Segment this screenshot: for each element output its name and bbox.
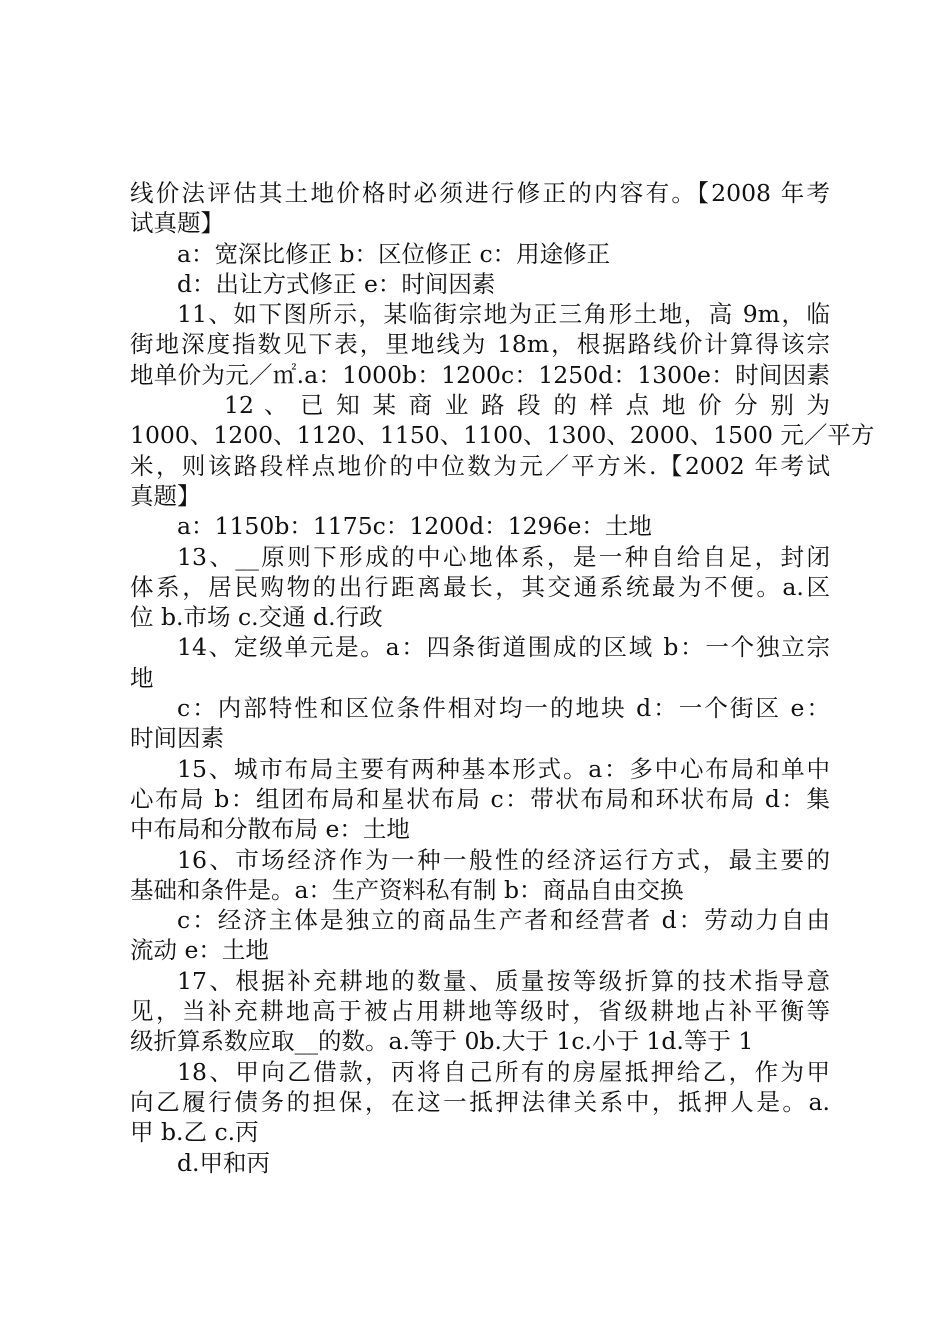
text-line: 16、市场经济作为一种一般性的经济运行方式，最主要的 <box>177 845 830 874</box>
text-line: 中布局和分散布局 e：土地 <box>130 815 410 844</box>
text-line: 时间因素 <box>130 724 224 753</box>
text-line: 18、甲向乙借款，丙将自己所有的房屋抵押给乙，作为甲 <box>177 1057 830 1086</box>
text-line: d：出让方式修正 e：时间因素 <box>177 269 496 298</box>
text-line: 12 、 已 知 某 商 业 路 段 的 样 点 地 价 分 别 为 <box>224 391 830 420</box>
text-line: 试真题】 <box>130 209 224 238</box>
text-line: 体系，居民购物的出行距离最长，其交通系统最为不便。a.区 <box>130 572 830 601</box>
text-line: 14、定级单元是。a：四条街道围成的区域 b：一个独立宗 <box>177 633 830 662</box>
text-line: 流动 e：土地 <box>130 936 269 965</box>
text-line: 基础和条件是。a：生产资料私有制 b：商品自由交换 <box>130 875 684 904</box>
text-line: 街地深度指数见下表，里地线为 18m，根据路线价计算得该宗 <box>130 330 830 359</box>
text-line: 地单价为元／㎡.a：1000b：1200c：1250d：1300e：时间因素 <box>130 360 830 389</box>
text-line: d.甲和丙 <box>177 1148 271 1177</box>
document-body <box>130 178 875 1178</box>
text-line: 米，则该路段样点地价的中位数为元／平方米.【2002 年考试 <box>130 451 830 480</box>
text-line: 1000、1200、1120、1150、1100、1300、2000、1500 元／平方 <box>130 421 875 450</box>
text-line: 13、__原则下形成的中心地体系，是一种自给自足，封闭 <box>177 542 830 571</box>
text-line: 线价法评估其土地价格时必须进行修正的内容有。【2008 年考 <box>130 179 830 207</box>
text-line: 级折算系数应取__的数。a.等于 0b.大于 1c.小于 1d.等于 1 <box>130 1027 754 1056</box>
text-line: 向乙履行债务的担保，在这一抵押法律关系中，抵押人是。a. <box>130 1087 830 1116</box>
text-line: 见，当补充耕地高于被占用耕地等级时，省级耕地占补平衡等 <box>130 997 830 1026</box>
text-line: a：宽深比修正 b：区位修正 c：用途修正 <box>177 239 611 268</box>
text-line: c：内部特性和区位条件相对均一的地块 d：一个街区 e： <box>177 694 830 723</box>
text-line: 甲 b.乙 c.丙 <box>130 1118 259 1147</box>
text-line: 真题】 <box>130 481 201 510</box>
text-line: c：经济主体是独立的商品生产者和经营者 d：劳动力自由 <box>177 906 830 935</box>
text-line: 15、城市布局主要有两种基本形式。a：多中心布局和单中 <box>177 754 830 783</box>
text-line: 心布局 b：组团布局和星状布局 c：带状布局和环状布局 d：集 <box>130 784 830 813</box>
text-line: 位 b.市场 c.交通 d.行政 <box>130 603 383 632</box>
text-line: 地 <box>130 663 154 692</box>
text-line: 11、如下图所示，某临街宗地为正三角形土地，高 9m，临 <box>177 300 830 329</box>
text-line: a：1150b：1175c：1200d：1296e：土地 <box>177 512 652 541</box>
text-line: 17、根据补充耕地的数量、质量按等级折算的技术指导意 <box>177 966 830 995</box>
